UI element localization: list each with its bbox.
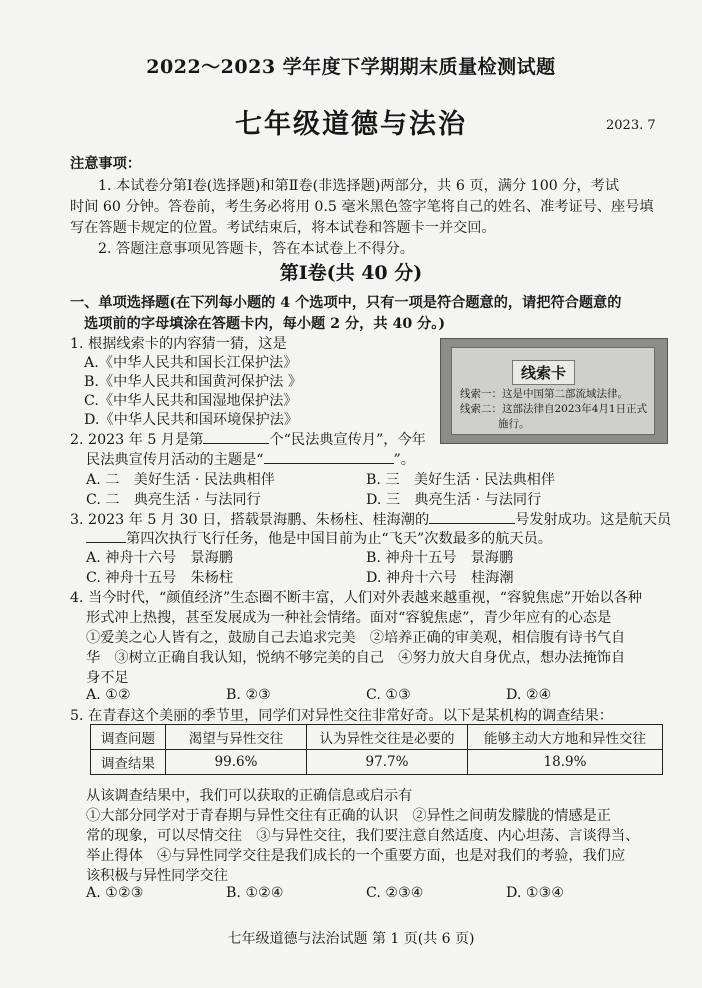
q3-option-c: C. 神舟十五号 朱杨柱	[86, 570, 234, 586]
notice-title: 注意事项：	[70, 156, 141, 172]
survey-header-cell: 渴望与异性交往	[166, 725, 307, 750]
q2-stem-part-1: 2. 2023 年 5 月是第	[70, 432, 204, 448]
q1-option-a: A.《中华人民共和国长江保护法》	[84, 355, 298, 371]
q5-stem: 5. 在青春这个美丽的季节里，同学们对异性交往非常好奇。以下是某机构的调查结果：	[70, 708, 613, 724]
survey-header-cell: 能够主动大方地和异性交往	[468, 725, 663, 750]
q3-stem-part-1: 3. 2023 年 5 月 30 日，搭载景海鹏、朱杨柱、桂海潮的	[70, 512, 430, 528]
q1-option-c: C.《中华人民共和国湿地保护法》	[84, 393, 298, 409]
notice-item-1-line-1: 1. 本试卷分第Ⅰ卷(选择题)和第Ⅱ卷(非选择题)两部分，共 6 页，满分 100 分，考试	[98, 178, 620, 194]
q4-line-5: 身不足	[86, 670, 129, 686]
survey-header-cell: 调查问题	[91, 725, 166, 750]
q4-line-3: ①爱美之心人皆有之，鼓励自己去追求完美 ②培养正确的审美观，相信腹有诗书气自	[86, 630, 626, 646]
q5-option-b: B. ①②④	[226, 885, 284, 901]
clue-2-line-2: 施行。	[498, 418, 530, 430]
q1-option-d: D.《中华人民共和国环境保护法》	[84, 412, 299, 428]
q1-option-b: B.《中华人民共和国黄河保护法 》	[84, 374, 303, 390]
exam-date: 2023. 7	[606, 118, 656, 133]
q3-option-d: D. 神舟十六号 桂海潮	[366, 570, 514, 586]
q2-option-d: D. 三 典亮生活 · 与法同行	[366, 492, 542, 508]
q3-stem-line-1	[70, 509, 671, 529]
survey-header-cell: 认为异性交往是必要的	[307, 725, 468, 750]
notice-item-2: 2. 答题注意事项见答题卡，答在本试卷上不得分。	[98, 241, 414, 257]
q2-option-a: A. 二 美好生活 · 民法典相伴	[86, 472, 275, 488]
q2-theme-prefix: 民法典宣传月活动的主题是“	[86, 452, 264, 468]
clue-card	[440, 338, 668, 444]
survey-cell: 99.6%	[166, 750, 307, 775]
clue-card-panel	[451, 347, 655, 435]
q2-option-c: C. 二 典亮生活 · 与法同行	[86, 492, 261, 508]
q4-option-a: A. ①②	[86, 687, 131, 703]
clue-2-line-1: 线索二：这部法律自2023年4月1日正式	[460, 403, 648, 415]
q5-option-a: A. ①②③	[86, 885, 144, 901]
q4-option-b: B. ②③	[226, 687, 271, 703]
q2-blank-1	[203, 429, 269, 444]
survey-table	[90, 724, 663, 775]
q3-option-b: B. 神舟十五号 景海鹏	[366, 550, 514, 566]
q3-option-a: A. 神舟十六号 景海鹏	[86, 550, 233, 566]
exam-title: 2022～2023 学年度下学期期末质量检测试题	[146, 56, 556, 78]
survey-table-row	[91, 750, 663, 775]
survey-cell: 97.7%	[307, 750, 468, 775]
clue-card-title: 线索卡	[512, 360, 575, 385]
q2-stem-part-2: 个“民法典宣传月”，今年	[269, 432, 426, 448]
part-instruction-line-2: 选项前的字母填涂在答题卡内，每小题 2 分，共 40 分。)	[84, 316, 446, 332]
q1-stem: 1. 根据线索卡的内容猜一猜，这是	[70, 336, 287, 352]
section-title: 第Ⅰ卷(共 40 分)	[279, 262, 423, 284]
q3-stem-line-2	[86, 528, 552, 548]
q5-line-1: 从该调查结果中，我们可以获取的正确信息或启示有	[86, 788, 413, 804]
q2-option-b: B. 三 美好生活 · 民法典相伴	[366, 472, 556, 488]
q5-line-2: ①大部分同学对于青春期与异性交往有正确的认识 ②异性之间萌发朦胧的情感是正	[86, 808, 611, 824]
q5-line-4: 举止得体 ④与异性同学交往是我们成长的一个重要方面，也是对我们的考验，我们应	[86, 848, 626, 864]
q4-line-2: 形式冲上热搜，甚至发展成为一种社会情绪。面对“容貌焦虑”，青少年应有的心态是	[86, 610, 612, 626]
q5-option-d: D. ①③④	[506, 885, 565, 901]
q3-stem-part-3: 第四次执行飞行任务，他是中国目前为止“飞天”次数最多的航天员。	[126, 531, 552, 547]
survey-table-header-row	[91, 725, 663, 750]
q4-option-d: D. ②④	[506, 687, 552, 703]
survey-cell: 18.9%	[468, 750, 663, 775]
q2-theme-suffix: ”。	[393, 452, 415, 468]
notice-item-1-line-3: 写在答题卡规定的位置。考试结束后，将本试卷和答题卡一并交回。	[70, 220, 496, 236]
survey-cell: 调查结果	[91, 750, 166, 775]
q4-line-4: 华 ③树立正确自我认知，悦纳不够完美的自己 ④努力放大自身优点，想办法掩饰自	[86, 650, 626, 666]
q5-line-5: 该积极与异性同学交往	[86, 868, 228, 884]
q5-option-c: C. ②③④	[366, 885, 424, 901]
q4-line-1: 4. 当今时代，“颜值经济”生态圈不断丰富，人们对外表越来越重视，“容貌焦虑”开始以各种	[70, 590, 642, 606]
q4-option-c: C. ①③	[366, 687, 411, 703]
q5-line-3: 常的现象，可以尽情交往 ③与异性交往，我们要注意自然适度、内心坦荡、言谈得当、	[86, 828, 640, 844]
q2-stem-line-2	[86, 449, 415, 469]
q2-blank-2	[264, 449, 394, 464]
notice-item-1-line-2: 时间 60 分钟。答卷前，考生务必将用 0.5 毫米黑色签字笔将自己的姓名、准考证号、座号填	[70, 199, 654, 215]
q3-stem-part-2: 号发射成功。这是航天员	[515, 512, 672, 528]
part-instruction-line-1: 一、单项选择题(在下列每小题的 4 个选项中，只有一项是符合题意的，请把符合题意的	[70, 295, 622, 311]
subject-title: 七年级道德与法治	[235, 109, 467, 140]
clue-1: 线索一：这是中国第二部流域法律。	[460, 388, 628, 400]
page-footer: 七年级道德与法治试题 第 1 页(共 6 页)	[227, 931, 475, 947]
q3-blank-1	[429, 509, 515, 524]
q3-blank-2	[86, 528, 126, 543]
q2-stem-line-1	[70, 429, 426, 449]
